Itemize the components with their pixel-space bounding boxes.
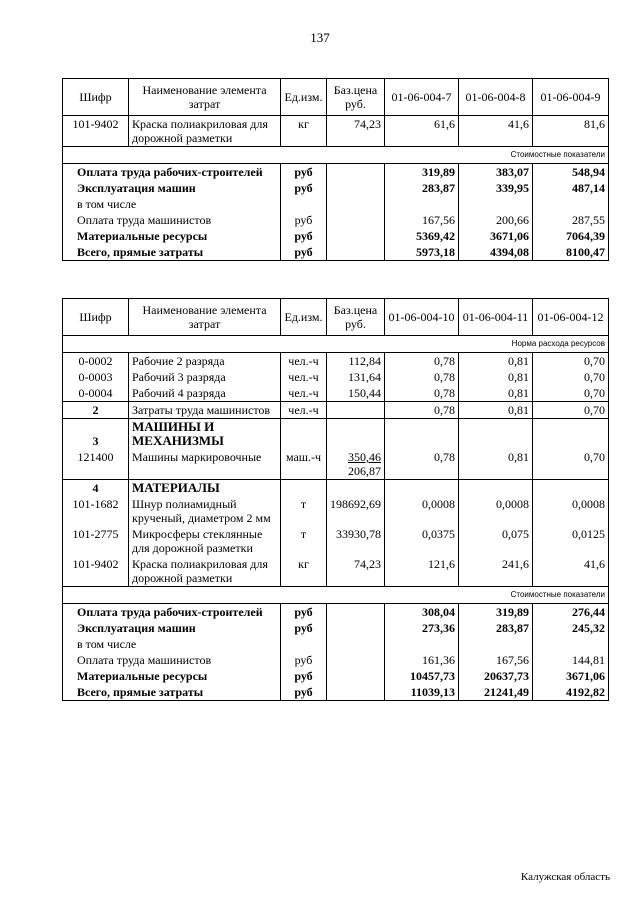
- cost-row: [63, 668, 609, 684]
- value-cell: 0,78: [385, 353, 459, 370]
- machines-section-row: [63, 419, 609, 450]
- value-cell: 167,56: [459, 652, 533, 668]
- value-cell: 548,94: [533, 164, 609, 181]
- value-cell: 241,6: [459, 556, 533, 587]
- value-cell: [533, 636, 609, 652]
- value-cell: 383,07: [459, 164, 533, 181]
- name-cell: Машины маркировочные: [129, 449, 281, 480]
- table-row: [63, 369, 609, 385]
- unit-cell: руб: [281, 604, 327, 621]
- code-cell: 101-9402: [63, 116, 129, 147]
- table-row: [63, 496, 609, 526]
- value-cell: 81,6: [533, 116, 609, 147]
- estimate-table-2: [62, 298, 609, 701]
- value-cell: 0,0375: [385, 526, 459, 556]
- unit-cell: [281, 196, 327, 212]
- unit-cell: руб: [281, 652, 327, 668]
- price-cell: [327, 449, 385, 480]
- value-cell: 200,66: [459, 212, 533, 228]
- code-cell: 0-0002: [63, 353, 129, 370]
- table-row: [63, 385, 609, 402]
- value-cell: 8100,47: [533, 244, 609, 261]
- table-row: [63, 556, 609, 587]
- value-cell: 5973,18: [385, 244, 459, 261]
- value-cell: 0,70: [533, 369, 609, 385]
- value-cell: 0,81: [459, 449, 533, 480]
- name-cell: Эксплуатация машин: [63, 180, 281, 196]
- code-cell: 101-1682: [63, 496, 129, 526]
- price-cell: [327, 668, 385, 684]
- name-cell: Шнур полиамидный крученый, диаметром 2 мм: [129, 496, 281, 526]
- section-label: Стоимостные показатели: [63, 147, 609, 164]
- unit-cell: чел.-ч: [281, 402, 327, 419]
- name-cell: Материальные ресурсы: [63, 668, 281, 684]
- unit-cell: руб: [281, 668, 327, 684]
- name-cell: Рабочий 4 разряда: [129, 385, 281, 402]
- price-cell: 74,23: [327, 556, 385, 587]
- value-cell: 0,81: [459, 385, 533, 402]
- unit-cell: руб: [281, 620, 327, 636]
- value-cell: 0,70: [533, 385, 609, 402]
- header-code: Шифр: [63, 79, 129, 116]
- value-cell: 308,04: [385, 604, 459, 621]
- price-cell: 131,64: [327, 369, 385, 385]
- price-cell: [327, 684, 385, 701]
- value-cell: 3671,06: [533, 668, 609, 684]
- price-cell: [327, 196, 385, 212]
- name-cell: Эксплуатация машин: [63, 620, 281, 636]
- value-cell: [533, 196, 609, 212]
- name-cell: Материальные ресурсы: [63, 228, 281, 244]
- name-cell: Оплата труда рабочих-строителей: [63, 604, 281, 621]
- table-header-row: [63, 299, 609, 336]
- value-cell: 0,70: [533, 402, 609, 419]
- value-cell: 0,075: [459, 526, 533, 556]
- value-cell: [385, 636, 459, 652]
- name-cell: Краска полиакриловая для дорожной разметки: [129, 556, 281, 587]
- value-cell: [459, 636, 533, 652]
- value-cell: 21241,49: [459, 684, 533, 701]
- cost-row: [63, 604, 609, 621]
- price-cell: [327, 164, 385, 181]
- value-cell: 283,87: [385, 180, 459, 196]
- price-cell: [327, 402, 385, 419]
- name-cell: Рабочий 3 разряда: [129, 369, 281, 385]
- price-cell: 198692,69: [327, 496, 385, 526]
- price-cell: [327, 636, 385, 652]
- value-cell: 273,36: [385, 620, 459, 636]
- value-cell: 0,78: [385, 369, 459, 385]
- value-cell: 41,6: [459, 116, 533, 147]
- value-cell: 319,89: [459, 604, 533, 621]
- code-cell: 0-0003: [63, 369, 129, 385]
- unit-cell: чел.-ч: [281, 353, 327, 370]
- section-title: МАШИНЫ И МЕХАНИЗМЫ: [129, 419, 281, 450]
- price-cell: 112,84: [327, 353, 385, 370]
- material-rows: [63, 496, 609, 587]
- name-cell: Микросферы стеклянные для дорожной разметки: [129, 526, 281, 556]
- price-cell: [327, 604, 385, 621]
- name-cell: Оплата труда рабочих-строителей: [63, 164, 281, 181]
- cost-row: [63, 196, 609, 212]
- value-cell: 7064,39: [533, 228, 609, 244]
- header-price: Баз.цена руб.: [327, 79, 385, 116]
- cost-row: [63, 244, 609, 261]
- header-col-3: 01-06-004-12: [533, 299, 609, 336]
- name-cell: Всего, прямые затраты: [63, 684, 281, 701]
- header-price: Баз.цена руб.: [327, 299, 385, 336]
- value-cell: 0,0008: [385, 496, 459, 526]
- table-row: [63, 353, 609, 370]
- materials-section-row: [63, 480, 609, 497]
- value-cell: [385, 196, 459, 212]
- unit-cell: руб: [281, 684, 327, 701]
- code-cell: 2: [63, 402, 129, 419]
- unit-cell: кг: [281, 556, 327, 587]
- value-cell: 319,89: [385, 164, 459, 181]
- value-cell: 0,78: [385, 402, 459, 419]
- unit-cell: руб: [281, 180, 327, 196]
- value-cell: 283,87: [459, 620, 533, 636]
- unit-cell: чел.-ч: [281, 369, 327, 385]
- value-cell: 487,14: [533, 180, 609, 196]
- name-cell: Краска полиакриловая для дорожной разметки: [129, 116, 281, 147]
- value-cell: 41,6: [533, 556, 609, 587]
- price-cell: [327, 212, 385, 228]
- unit-cell: [281, 636, 327, 652]
- cost-row: [63, 620, 609, 636]
- section-code: 4: [63, 480, 129, 497]
- value-cell: 0,81: [459, 369, 533, 385]
- value-cell: 0,78: [385, 449, 459, 480]
- header-col-2: 01-06-004-8: [459, 79, 533, 116]
- page-number: 137: [310, 30, 330, 45]
- value-cell: 4394,08: [459, 244, 533, 261]
- name-cell: Оплата труда машинистов: [63, 212, 281, 228]
- value-cell: [459, 196, 533, 212]
- unit-cell: кг: [281, 116, 327, 147]
- machine-row: [63, 449, 609, 480]
- norm-label-row: [63, 336, 609, 353]
- value-cell: 339,95: [459, 180, 533, 196]
- value-cell: 0,81: [459, 402, 533, 419]
- code-cell: 101-9402: [63, 556, 129, 587]
- cost-rows: [63, 604, 609, 701]
- unit-cell: руб: [281, 164, 327, 181]
- value-cell: 0,0008: [533, 496, 609, 526]
- value-cell: 5369,42: [385, 228, 459, 244]
- header-col-2: 01-06-004-11: [459, 299, 533, 336]
- cost-row: [63, 180, 609, 196]
- unit-cell: руб: [281, 228, 327, 244]
- section-label: Стоимостные показатели: [63, 587, 609, 604]
- price-cell: [327, 244, 385, 261]
- value-cell: 276,44: [533, 604, 609, 621]
- cost-row: [63, 164, 609, 181]
- value-cell: 10457,73: [385, 668, 459, 684]
- code-cell: 0-0004: [63, 385, 129, 402]
- value-cell: 0,78: [385, 385, 459, 402]
- price-cell: 33930,78: [327, 526, 385, 556]
- header-col-1: 01-06-004-7: [385, 79, 459, 116]
- table-row: [63, 526, 609, 556]
- header-col-1: 01-06-004-10: [385, 299, 459, 336]
- value-cell: 161,36: [385, 652, 459, 668]
- header-name: Наименование элемента затрат: [129, 299, 281, 336]
- name-cell: в том числе: [63, 636, 281, 652]
- labor-rows: [63, 353, 609, 402]
- price-value-2: 206,87: [348, 464, 381, 478]
- table-header-row: [63, 79, 609, 116]
- header-unit: Ед.изм.: [281, 79, 327, 116]
- unit-cell: руб: [281, 244, 327, 261]
- price-cell: [327, 620, 385, 636]
- estimate-table-1: [62, 78, 609, 261]
- value-cell: 61,6: [385, 116, 459, 147]
- price-cell: [327, 180, 385, 196]
- section-label-row: [63, 147, 609, 164]
- value-cell: 20637,73: [459, 668, 533, 684]
- section-title: МАТЕРИАЛЫ: [129, 480, 281, 497]
- cost-row: [63, 636, 609, 652]
- value-cell: 167,56: [385, 212, 459, 228]
- name-cell: Всего, прямые затраты: [63, 244, 281, 261]
- value-cell: 245,32: [533, 620, 609, 636]
- section-code: 3: [63, 419, 129, 450]
- region-label: Калужская область: [520, 871, 610, 883]
- price-value: 350,46: [348, 450, 381, 464]
- value-cell: 3671,06: [459, 228, 533, 244]
- cost-row: [63, 684, 609, 701]
- unit-cell: маш.-ч: [281, 449, 327, 480]
- name-cell: Оплата труда машинистов: [63, 652, 281, 668]
- cost-row: [63, 228, 609, 244]
- value-cell: 287,55: [533, 212, 609, 228]
- value-cell: 0,70: [533, 449, 609, 480]
- unit-cell: т: [281, 496, 327, 526]
- name-cell: Рабочие 2 разряда: [129, 353, 281, 370]
- cost-row: [63, 212, 609, 228]
- unit-cell: т: [281, 526, 327, 556]
- price-cell: [327, 652, 385, 668]
- value-cell: 0,81: [459, 353, 533, 370]
- price-cell: [327, 228, 385, 244]
- value-cell: 4192,82: [533, 684, 609, 701]
- code-cell: 101-2775: [63, 526, 129, 556]
- value-cell: 121,6: [385, 556, 459, 587]
- cost-row: [63, 652, 609, 668]
- value-cell: 11039,13: [385, 684, 459, 701]
- unit-cell: руб: [281, 212, 327, 228]
- cost-rows: [63, 164, 609, 261]
- header-code: Шифр: [63, 299, 129, 336]
- price-cell: 74,23: [327, 116, 385, 147]
- name-cell: в том числе: [63, 196, 281, 212]
- value-cell: 0,0125: [533, 526, 609, 556]
- norm-label: Норма расхода ресурсов: [63, 336, 609, 353]
- code-cell: 121400: [63, 449, 129, 480]
- value-cell: 0,70: [533, 353, 609, 370]
- header-name: Наименование элемента затрат: [129, 79, 281, 116]
- table-row: [63, 116, 609, 147]
- unit-cell: чел.-ч: [281, 385, 327, 402]
- header-unit: Ед.изм.: [281, 299, 327, 336]
- value-cell: 144,81: [533, 652, 609, 668]
- value-cell: 0,0008: [459, 496, 533, 526]
- section-label-row: [63, 587, 609, 604]
- machinist-row: [63, 402, 609, 419]
- name-cell: Затраты труда машинистов: [129, 402, 281, 419]
- price-cell: 150,44: [327, 385, 385, 402]
- header-col-3: 01-06-004-9: [533, 79, 609, 116]
